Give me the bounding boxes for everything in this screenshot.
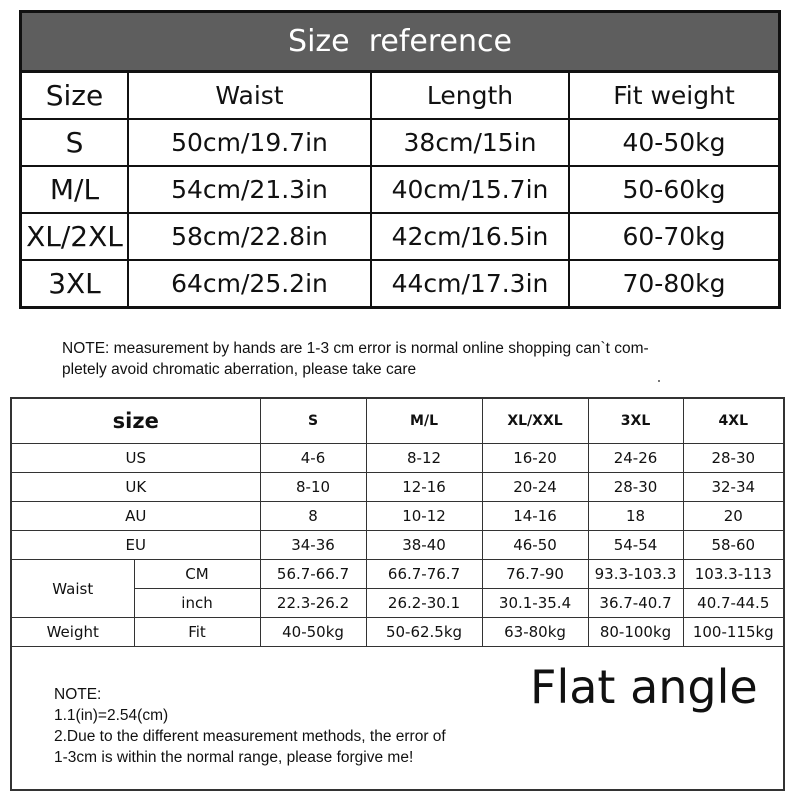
flat-angle-label: Flat angle (530, 660, 758, 714)
table-cell: 8 (260, 502, 366, 531)
note-line: 1.1(in)=2.54(cm) (54, 707, 169, 724)
length-cell: 40cm/15.7in (371, 166, 569, 213)
table-cell: 28-30 (588, 473, 683, 502)
table-cell: 93.3-103.3 (588, 560, 683, 589)
fit-weight-cell: 40-50kg (569, 119, 778, 166)
table-cell: 14-16 (482, 502, 588, 531)
table-row (22, 119, 778, 166)
note-heading: NOTE: (54, 686, 102, 703)
size-reference-title: Size reference (22, 13, 778, 73)
conversion-note (54, 684, 524, 768)
note-line: 1-3cm is within the normal range, please forgive me! (54, 749, 414, 766)
header-waist: Waist (128, 73, 371, 119)
cm-label: CM (134, 560, 260, 589)
table-row-uk (12, 473, 783, 502)
header-3xl: 3XL (588, 399, 683, 444)
size-cell: M/L (22, 166, 128, 213)
table-cell: 36.7-40.7 (588, 589, 683, 618)
header-s: S (260, 399, 366, 444)
waist-cell: 50cm/19.7in (128, 119, 371, 166)
note-line: 2.Due to the different measurement methods, the error of (54, 728, 446, 745)
table-row-weight (12, 618, 783, 647)
header-xl-xxl: XL/XXL (482, 399, 588, 444)
table-cell: 16-20 (482, 444, 588, 473)
table-cell: 40.7-44.5 (683, 589, 783, 618)
table-row-au (12, 502, 783, 531)
row-label: EU (12, 531, 260, 560)
header-m-l: M/L (366, 399, 482, 444)
fit-label: Fit (134, 618, 260, 647)
table-cell: 32-34 (683, 473, 783, 502)
weight-label: Weight (12, 618, 134, 647)
table-cell: 66.7-76.7 (366, 560, 482, 589)
table-cell: 46-50 (482, 531, 588, 560)
table-cell: 34-36 (260, 531, 366, 560)
table-cell: 80-100kg (588, 618, 683, 647)
header-row (22, 73, 778, 119)
size-conversion-table (12, 399, 783, 647)
table-row (22, 260, 778, 306)
fit-weight-cell: 50-60kg (569, 166, 778, 213)
fit-weight-cell: 60-70kg (569, 213, 778, 260)
size-reference-table (19, 10, 781, 309)
header-row (12, 399, 783, 444)
size-reference-grid (22, 73, 778, 306)
size-cell: XL/2XL (22, 213, 128, 260)
note-line: NOTE: measurement by hands are 1-3 cm error is normal online shopping can`t com- (62, 340, 649, 357)
table-cell: 22.3-26.2 (260, 589, 366, 618)
note-line: pletely avoid chromatic aberration, please take care (62, 361, 417, 378)
header-4xl: 4XL (683, 399, 783, 444)
table-cell: 18 (588, 502, 683, 531)
table-cell: 4-6 (260, 444, 366, 473)
row-label: UK (12, 473, 260, 502)
inch-label: inch (134, 589, 260, 618)
table-cell: 103.3-113 (683, 560, 783, 589)
measurement-note (62, 338, 762, 380)
table-cell: 58-60 (683, 531, 783, 560)
size-cell: 3XL (22, 260, 128, 306)
length-cell: 42cm/16.5in (371, 213, 569, 260)
table-cell: 40-50kg (260, 618, 366, 647)
table-row-us (12, 444, 783, 473)
table-cell: 24-26 (588, 444, 683, 473)
length-cell: 38cm/15in (371, 119, 569, 166)
row-label: AU (12, 502, 260, 531)
waist-cell: 54cm/21.3in (128, 166, 371, 213)
table-cell: 30.1-35.4 (482, 589, 588, 618)
table-cell: 38-40 (366, 531, 482, 560)
header-size: Size (22, 73, 128, 119)
row-label: US (12, 444, 260, 473)
header-size: size (12, 399, 260, 444)
table-cell: 100-115kg (683, 618, 783, 647)
table-cell: 63-80kg (482, 618, 588, 647)
waist-cell: 58cm/22.8in (128, 213, 371, 260)
table-cell: 20-24 (482, 473, 588, 502)
table-cell: 10-12 (366, 502, 482, 531)
table-cell: 28-30 (683, 444, 783, 473)
table-cell: 12-16 (366, 473, 482, 502)
header-fit-weight: Fit weight (569, 73, 778, 119)
fit-weight-cell: 70-80kg (569, 260, 778, 306)
table-row (22, 213, 778, 260)
waist-cell: 64cm/25.2in (128, 260, 371, 306)
table-row-eu (12, 531, 783, 560)
table-cell: 26.2-30.1 (366, 589, 482, 618)
table-cell: 54-54 (588, 531, 683, 560)
stray-dot (658, 380, 660, 382)
table-row (22, 166, 778, 213)
table-cell: 20 (683, 502, 783, 531)
table-cell: 8-12 (366, 444, 482, 473)
waist-label: Waist (12, 560, 134, 618)
table-row-waist-cm (12, 560, 783, 589)
table-cell: 76.7-90 (482, 560, 588, 589)
table-cell: 56.7-66.7 (260, 560, 366, 589)
length-cell: 44cm/17.3in (371, 260, 569, 306)
size-cell: S (22, 119, 128, 166)
table-cell: 8-10 (260, 473, 366, 502)
header-length: Length (371, 73, 569, 119)
table-cell: 50-62.5kg (366, 618, 482, 647)
